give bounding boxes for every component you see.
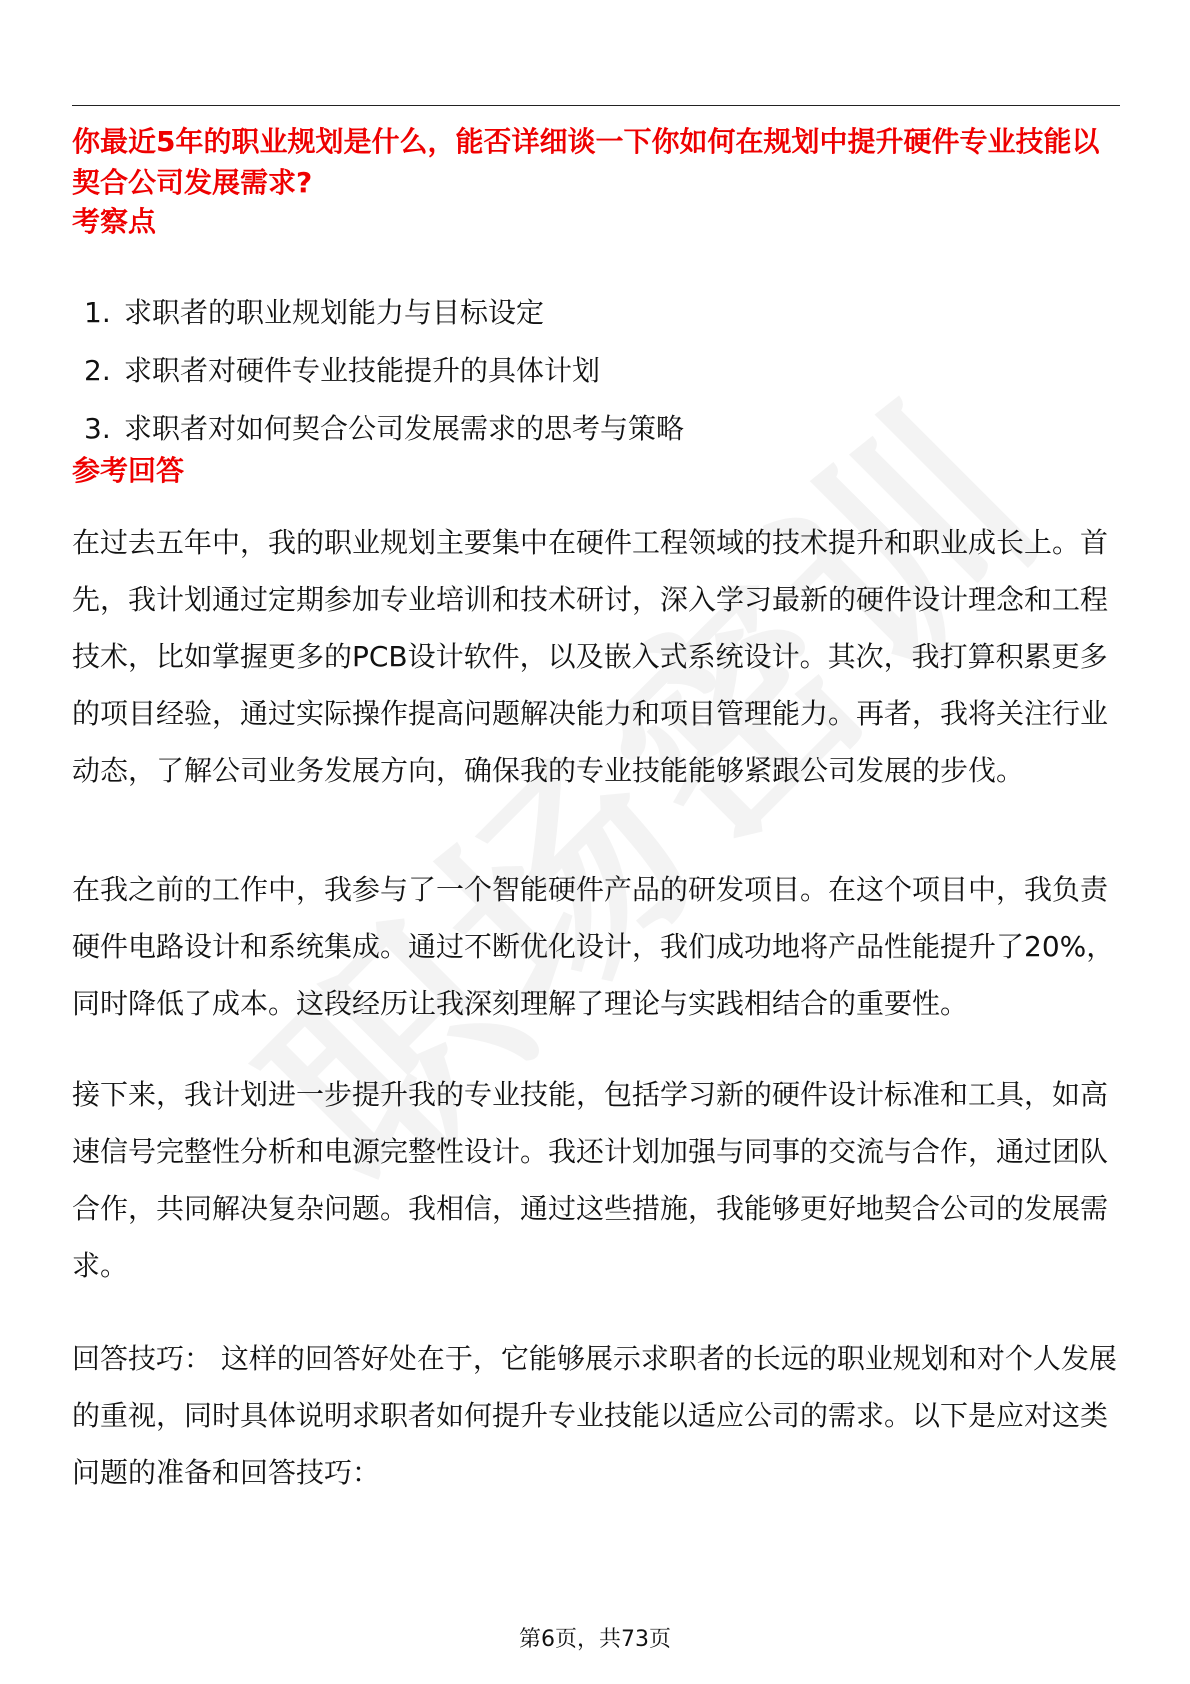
top-divider	[72, 105, 1120, 106]
answer-paragraph-1: 在过去五年中，我的职业规划主要集中在硬件工程领域的技术提升和职业成长上。首先，我计划通过定期参加专业培训和技术研讨，深入学习最新的硬件设计理念和工程技术，比如掌握更多的PCB设计软件，以及嵌入式系统设计。其次，我打算积累更多的项目经验，通过实际操作提高问题解决能力和项目管理能力。再者，我将关注行业动态，了解公司业务发展方向，确保我的专业技能能够紧跟公司发展的步伐。	[72, 526, 1109, 787]
answer-paragraph-3: 接下来，我计划进一步提升我的专业技能，包括学习新的硬件设计标准和工具，如高速信号完整性分析和电源完整性设计。我还计划加强与同事的交流与合作，通过团队合作，共同解决复杂问题。我相信，通过这些措施，我能够更好地契合公司的发展需求。	[72, 1078, 1109, 1282]
list-item-number: 1.	[84, 296, 111, 329]
assessment-list	[84, 293, 684, 467]
list-item	[84, 293, 684, 351]
reference-title: 参考回答	[72, 454, 185, 487]
assessment-title: 考察点	[72, 205, 157, 238]
list-item-text: 求职者对硬件专业技能提升的具体计划	[124, 354, 601, 387]
list-item-number: 3.	[84, 412, 111, 445]
answer-tips-paragraph: 回答技巧： 这样的回答好处在于，它能够展示求职者的长远的职业规划和对个人发展的重视，同时具体说明求职者如何提升专业技能以适应公司的需求。以下是应对这类问题的准备和回答技巧：	[72, 1342, 1117, 1489]
answer-paragraph-2: 在我之前的工作中，我参与了一个智能硬件产品的研发项目。在这个项目中，我负责硬件电路设计和系统集成。通过不断优化设计，我们成功地将产品性能提升了20%，同时降低了成本。这段经历让我深刻理解了理论与实践相结合的重要性。	[72, 873, 1115, 1020]
list-item-text: 求职者对如何契合公司发展需求的思考与策略	[124, 412, 685, 445]
page-number: 第6页，共73页	[519, 1627, 671, 1652]
list-item	[84, 351, 684, 409]
question-heading: 你最近5年的职业规划是什么，能否详细谈一下你如何在规划中提升硬件专业技能以契合公司发展需求?	[72, 125, 1100, 199]
list-item-text: 求职者的职业规划能力与目标设定	[124, 296, 545, 329]
list-item-number: 2.	[84, 354, 111, 387]
